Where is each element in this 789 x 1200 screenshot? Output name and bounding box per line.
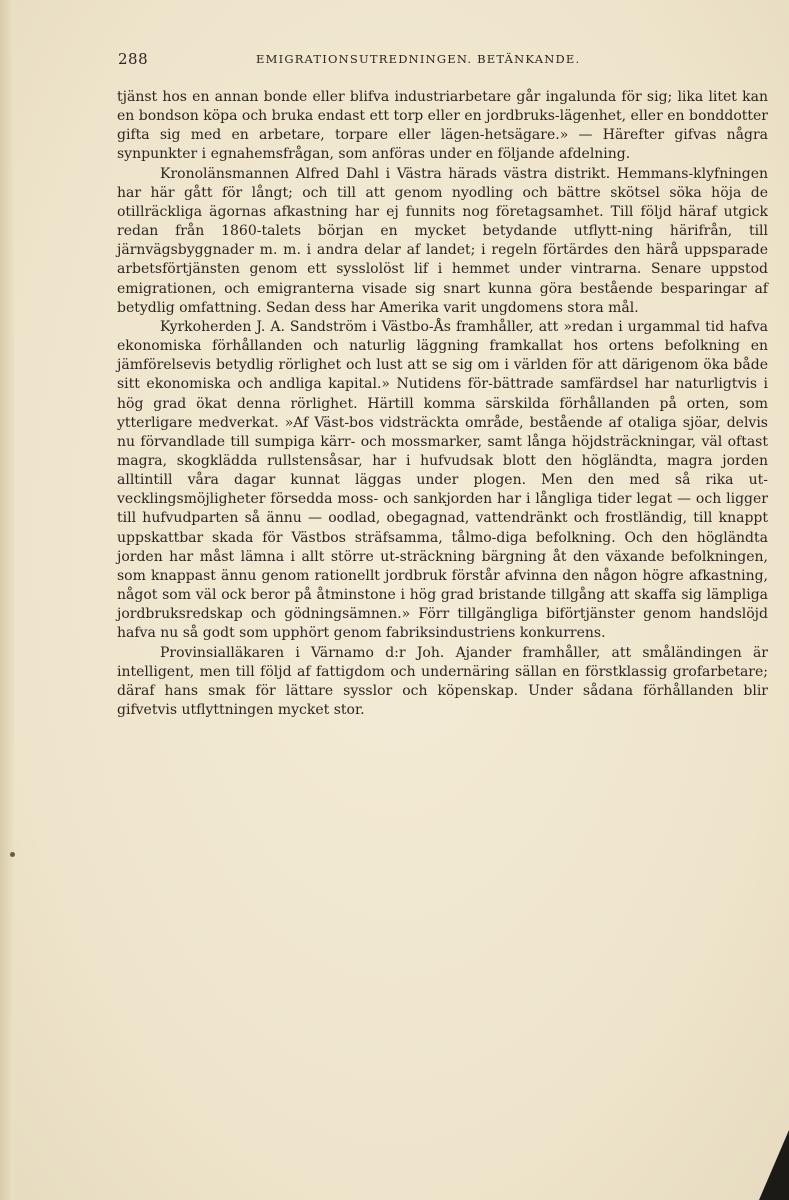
paragraph-1: tjänst hos en annan bonde eller blifva industriarbetare går ingalunda för sig; lika litet kan en bondson köpa och bruka endast ett torp eller en jordbruks-lägenhet, eller en bonddotter gifta sig med en arbetare, torpare eller lägen-hetsägare.» — Härefter gifvas några synpunkter i egnahemsfrågan, som anföras under en följande afdelning. [117,89,768,163]
page-left-edge [0,0,14,1200]
page-header [118,50,768,72]
page-corner-shadow [759,1130,789,1200]
paragraph-4: Provinsialläkaren i Värnamo d:r Joh. Ajander framhåller, att småländingen är intelligent, men till följd af fattigdom och undernäring sällan en förstklassig grofarbetare; däraf hans smak för lättare sysslor och köpenskap. Under sådana förhållanden blir gifvetvis utflyttningen mycket stor. [117,644,768,718]
running-head: EMIGRATIONSUTREDNINGEN. BETÄNKANDE. [256,52,581,66]
page-number: 288 [118,50,149,68]
body-text [117,88,768,720]
page-speck [10,852,15,857]
paragraph-3: Kyrkoherden J. A. Sandström i Västbo-Ås framhåller, att »redan i urgammal tid hafva ekonomiska förhållanden och naturlig läggning framkallat hos ortens befolkning en jämförelsevis betydlig rörlighet och lust att se sig om i världen för att därigenom öka både sitt ekonomiska och andliga kapital.» Nutidens för-bättrade samfärdsel har naturligtvis i hög grad ökat denna rörlighet. Härtill komma särskilda förhållanden på orten, som ytterligare medverkat. »Af Väst-bos vidsträckta område, bestående af otaliga sjöar, delvis nu förvandlade till sumpiga kärr- och mossmarker, samt långa höjdsträckningar, väl oftast magra, skogklädda rullstensåsar, har i hufvudsak blott den högländta, magra jorden alltintill våra dagar kunnat läggas under plogen. Men den med så rika ut-vecklingsmöjligheter försedda moss- och sankjorden har i långliga tider legat — och ligger till hufvudparten så ännu — oodlad, obegagnad, vattendränkt och frostländig, till knappt uppskattbar skada för Västbos sträfsamma, tålmo-diga befolkning. Och den högländta jorden har måst lämna i allt större ut-sträckning bärgning åt den växande befolkningen, som knappast ännu genom rationellt jordbruk förstår afvinna den någon högre afkastning, något som väl ock beror på åtminstone i hög grad bristande tillgång att skaffa sig lämpliga jordbruksredskap och gödningsämnen.» Förr tillgängliga biförtjänster genom handslöjd hafva nu så godt som upphört genom fabriksindustriens konkurrens. [117,318,768,642]
paragraph-2: Kronolänsmannen Alfred Dahl i Västra härads västra distrikt. Hemmans-klyfningen har här gått för långt; och till att genom nyodling och bättre skötsel söka höja de otillräckliga ägornas afkastning har ej funnits nog företagsamhet. Till följd häraf utgick redan från 1860-talets början en mycket betydande utflytt-ning härifrån, till järnvägsbyggnader m. m. i andra delar af landet; i regeln förtärdes den härå uppsparade arbetsförtjänsten genom ett sysslolöst lif i hemmet under vintrarna. Senare uppstod emigrationen, och emigranterna visade sig snart kunna göra bestående besparingar af betydlig omfattning. Sedan dess har Amerika varit ungdomens stora mål. [117,165,768,316]
